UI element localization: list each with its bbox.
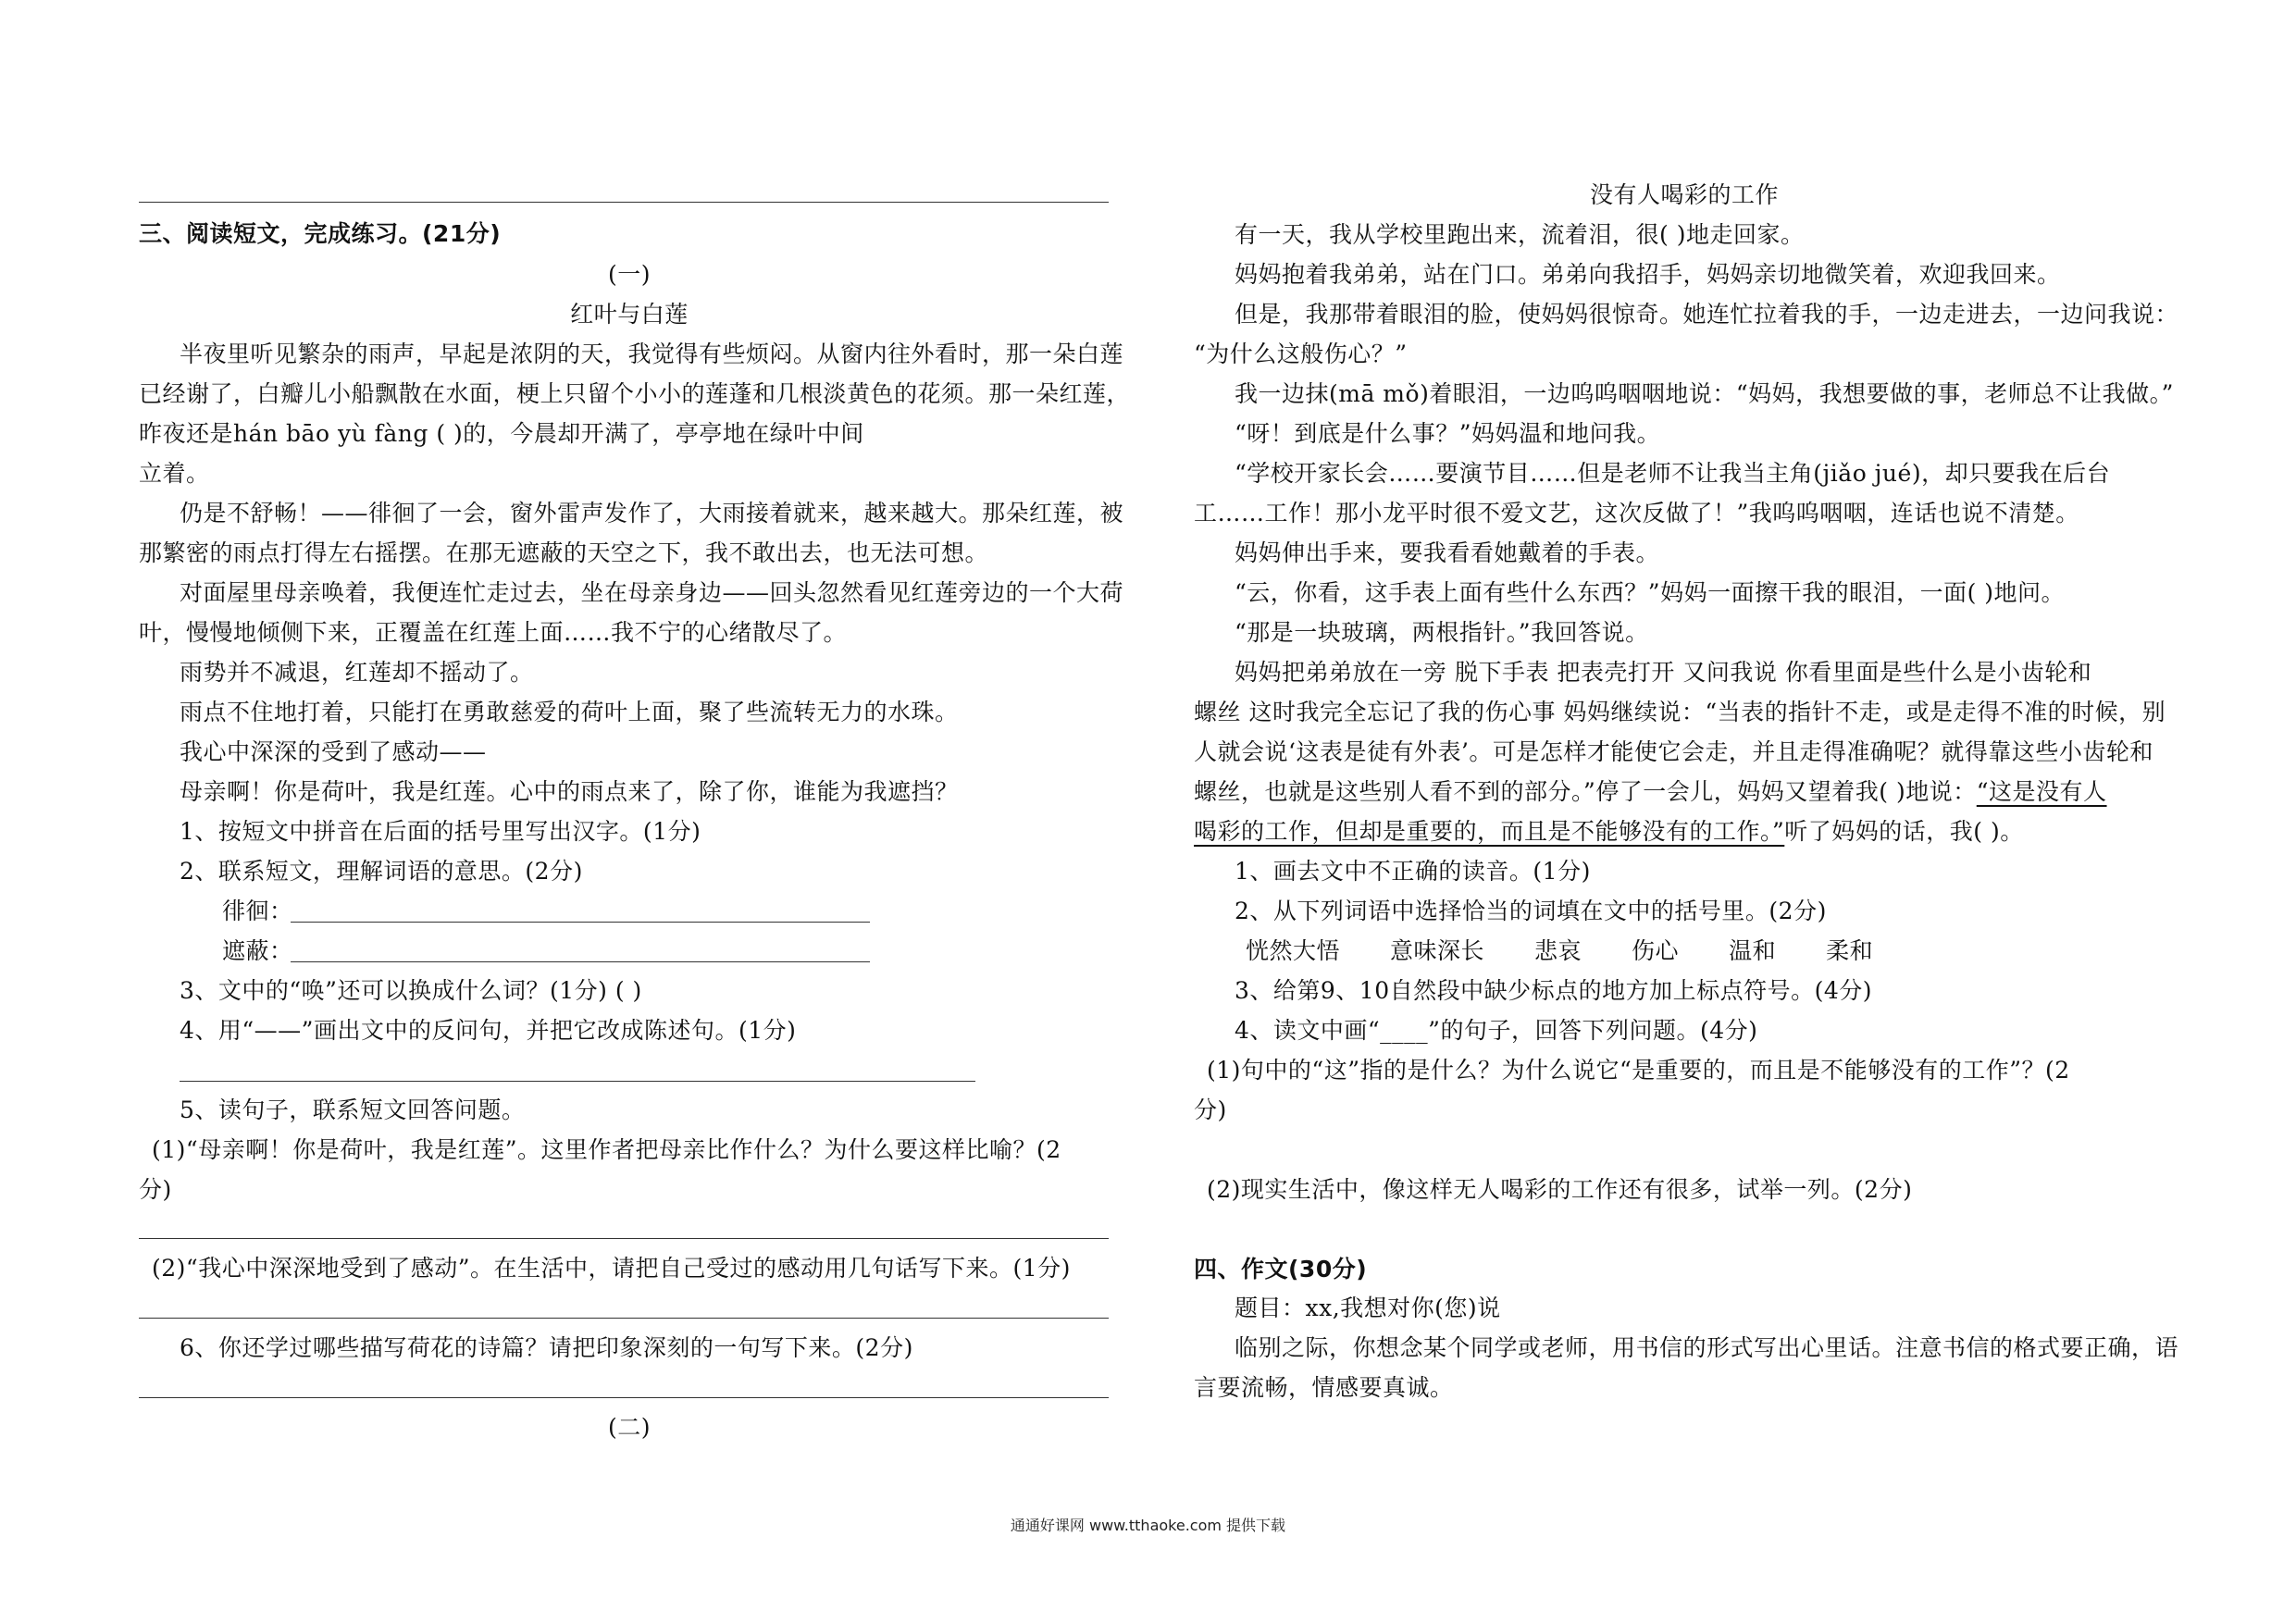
question-3: 3、文中的“唤”还可以换成什么词？(1分) ( ) (180, 977, 642, 1004)
passage-line: “为什么这般伤心？” (1194, 341, 1408, 367)
answer-line-paihuai[interactable] (291, 922, 870, 923)
question-4-2: (2)现实生活中，像这样无人喝彩的工作还有很多，试举一列。(2分) (1207, 1176, 1913, 1203)
question-5: 5、读句子，联系短文回答问题。 (180, 1096, 526, 1123)
passage-line: 雨点不住地打着，只能打在勇敢慈爱的荷叶上面，聚了些流转无力的水珠。 (180, 699, 959, 725)
passage-line: 妈妈把弟弟放在一旁 脱下手表 把表壳打开 又问我说 你看里面是些什么是小齿轮和 (1235, 659, 2092, 686)
passage-line: 昨夜还是hán bāo yù fàng ( )的，今晨却开满了，亭亭地在绿叶中间 (139, 420, 864, 447)
question-4-1: (1)句中的“这”指的是什么？为什么说它“是重要的，而且是不能够没有的工作”？(2 (1207, 1057, 2070, 1084)
passage-line: 叶，慢慢地倾侧下来，正覆盖在红莲上面……我不宁的心绪散尽了。 (139, 619, 848, 646)
section-four-title: 四、作文(30分) (1194, 1256, 1368, 1282)
question-5-1-cont: 分) (139, 1176, 172, 1203)
essay-topic: 题目：xx,我想对你(您)说 (1235, 1295, 1501, 1321)
passage-line-quote-end (1194, 816, 2024, 848)
word-choice: 恍然大悟 (1246, 937, 1341, 964)
passage-line: “那是一块玻璃，两根指针。”我回答说。 (1235, 619, 1649, 646)
passage-line: 仍是不舒畅！——徘徊了一会，窗外雷声发作了，大雨接着就来，越来越大。那朵红莲，被 (180, 500, 1124, 527)
question-6: 6、你还学过哪些描写荷花的诗篇？请把印象深刻的一句写下来。(2分) (180, 1334, 913, 1361)
essay-requirement-cont: 言要流畅，情感要真诚。 (1194, 1374, 1454, 1401)
answer-line-q6[interactable] (139, 1397, 1109, 1398)
passage-line-tail: 听了妈妈的话，我( )。 (1784, 818, 2024, 845)
answer-line-q5-1[interactable] (139, 1238, 1109, 1239)
passage-line: 立着。 (139, 460, 210, 487)
question-4-1-cont: 分) (1194, 1096, 1227, 1123)
passage-line: 人就会说‘这表是徒有外表’。可是怎样才能使它会走，并且走得准确呢？就得靠这些小齿轮和 (1194, 738, 2153, 765)
passage-line-with-quote (1194, 776, 2107, 808)
question-3: 3、给第9、10自然段中缺少标点的地方加上标点符号。(4分) (1235, 977, 1873, 1004)
passage-line: “呀！到底是什么事？”妈妈温和地问我。 (1235, 420, 1661, 447)
underlined-quote-end: 喝彩的工作，但却是重要的，而且是不能够没有的工作。” (1194, 818, 1785, 845)
word-choice: 柔和 (1826, 937, 1874, 964)
footer-watermark: 通通好课网 www.tthaoke.com 提供下载 (1010, 1517, 1286, 1534)
question-2: 2、从下列词语中选择恰当的词填在文中的括号里。(2分) (1235, 898, 1827, 924)
passage-line: 半夜里听见繁杂的雨声，早起是浓阴的天，我觉得有些烦闷。从窗内往外看时，那一朵白莲 (180, 341, 1124, 367)
passage-line: 螺丝 这时我完全忘记了我的伤心事 妈妈继续说：“当表的指针不走，或是走得不准的时候，别 (1194, 699, 2166, 725)
passage-title-no-applause: 没有人喝彩的工作 (1589, 181, 1779, 208)
word-choice: 意味深长 (1390, 937, 1485, 964)
section-three-title: 三、阅读短文，完成练习。(21分) (139, 220, 502, 247)
passage-line: “学校开家长会……要演节目……但是老师不让我当主角(jiǎo jué)，却只要我在后台 (1235, 460, 2111, 487)
passage-line: 母亲啊！你是荷叶，我是红莲。心中的雨点来了，除了你，谁能为我遮挡？ (180, 778, 959, 805)
passage-line: 我一边抹(mā mǒ)着眼泪，一边呜呜咽咽地说：“妈妈，我想要做的事，老师总不让我做。” (1235, 380, 2174, 407)
passage-line: “云，你看，这手表上面有些什么东西？”妈妈一面擦干我的眼泪，一面( )地问。 (1235, 579, 2066, 606)
question-5-2: (2)“我心中深深地受到了感动”。在生活中，请把自己受过的感动用几句话写下来。(1分) (152, 1255, 1071, 1282)
word-choices (1246, 935, 1923, 967)
passage-line: 我心中深深的受到了感动—— (180, 738, 487, 765)
question-4: 4、读文中画“____”的句子，回答下列问题。(4分) (1235, 1017, 1758, 1044)
passage-line: 妈妈抱着我弟弟，站在门口。弟弟向我招手，妈妈亲切地微笑着，欢迎我回来。 (1235, 261, 2061, 288)
answer-line-top (139, 202, 1109, 203)
question-1: 1、按短文中拼音在后面的括号里写出汉字。(1分) (180, 818, 701, 845)
word-choice: 温和 (1729, 937, 1777, 964)
question-5-1: (1)“母亲啊！你是荷叶，我是红莲”。这里作者把母亲比作什么？为什么要这样比喻？(2 (152, 1136, 1061, 1163)
passage-line: 有一天，我从学校里跑出来，流着泪，很( )地走回家。 (1235, 221, 1805, 248)
passage-title-red-leaf: 红叶与白莲 (570, 301, 689, 328)
passage-line: 那繁密的雨点打得左右摇摆。在那无遮蔽的天空之下，我不敢出去，也无法可想。 (139, 539, 989, 566)
part-two-label: (二) (607, 1414, 651, 1441)
passage-line-text: 螺丝，也就是这些别人看不到的部分。”停了一会儿，妈妈又望着我( )地说： (1194, 778, 1977, 805)
underlined-quote-start: “这是没有人 (1976, 778, 2107, 805)
answer-line-q5-2[interactable] (139, 1318, 1109, 1319)
passage-line: 雨势并不减退，红莲却不摇动了。 (180, 659, 534, 686)
word-zhebi-label: 遮蔽： (222, 937, 293, 964)
question-4: 4、用“——”画出文中的反问句，并把它改成陈述句。(1分) (180, 1017, 797, 1044)
passage-line: 对面屋里母亲唤着，我便连忙走过去，坐在母亲身边——回头忽然看见红莲旁边的一个大荷 (180, 579, 1124, 606)
word-paihuai-label: 徘徊： (222, 898, 293, 924)
passage-line: 妈妈伸出手来，要我看看她戴着的手表。 (1235, 539, 1660, 566)
answer-line-zhebi[interactable] (291, 961, 870, 962)
word-choice: 悲哀 (1534, 937, 1582, 964)
passage-line: 但是，我那带着眼泪的脸，使妈妈很惊奇。她连忙拉着我的手，一边走进去，一边问我说： (1235, 301, 2179, 328)
passage-line: 已经谢了，白瓣儿小船飘散在水面，梗上只留个小小的莲蓬和几根淡黄色的花须。那一朵红莲， (139, 380, 1131, 407)
question-1: 1、画去文中不正确的读音。(1分) (1235, 858, 1591, 885)
question-2: 2、联系短文，理解词语的意思。(2分) (180, 858, 583, 885)
answer-line-q4[interactable] (180, 1081, 975, 1082)
essay-requirement: 临别之际，你想念某个同学或老师，用书信的形式写出心里话。注意书信的格式要正确，语 (1235, 1334, 2179, 1361)
part-one-label: (一) (607, 261, 651, 288)
passage-line: 工……工作！那小龙平时很不爱文艺，这次反做了！”我呜呜咽咽，连话也说不清楚。 (1194, 500, 2079, 527)
word-choice: 伤心 (1632, 937, 1680, 964)
